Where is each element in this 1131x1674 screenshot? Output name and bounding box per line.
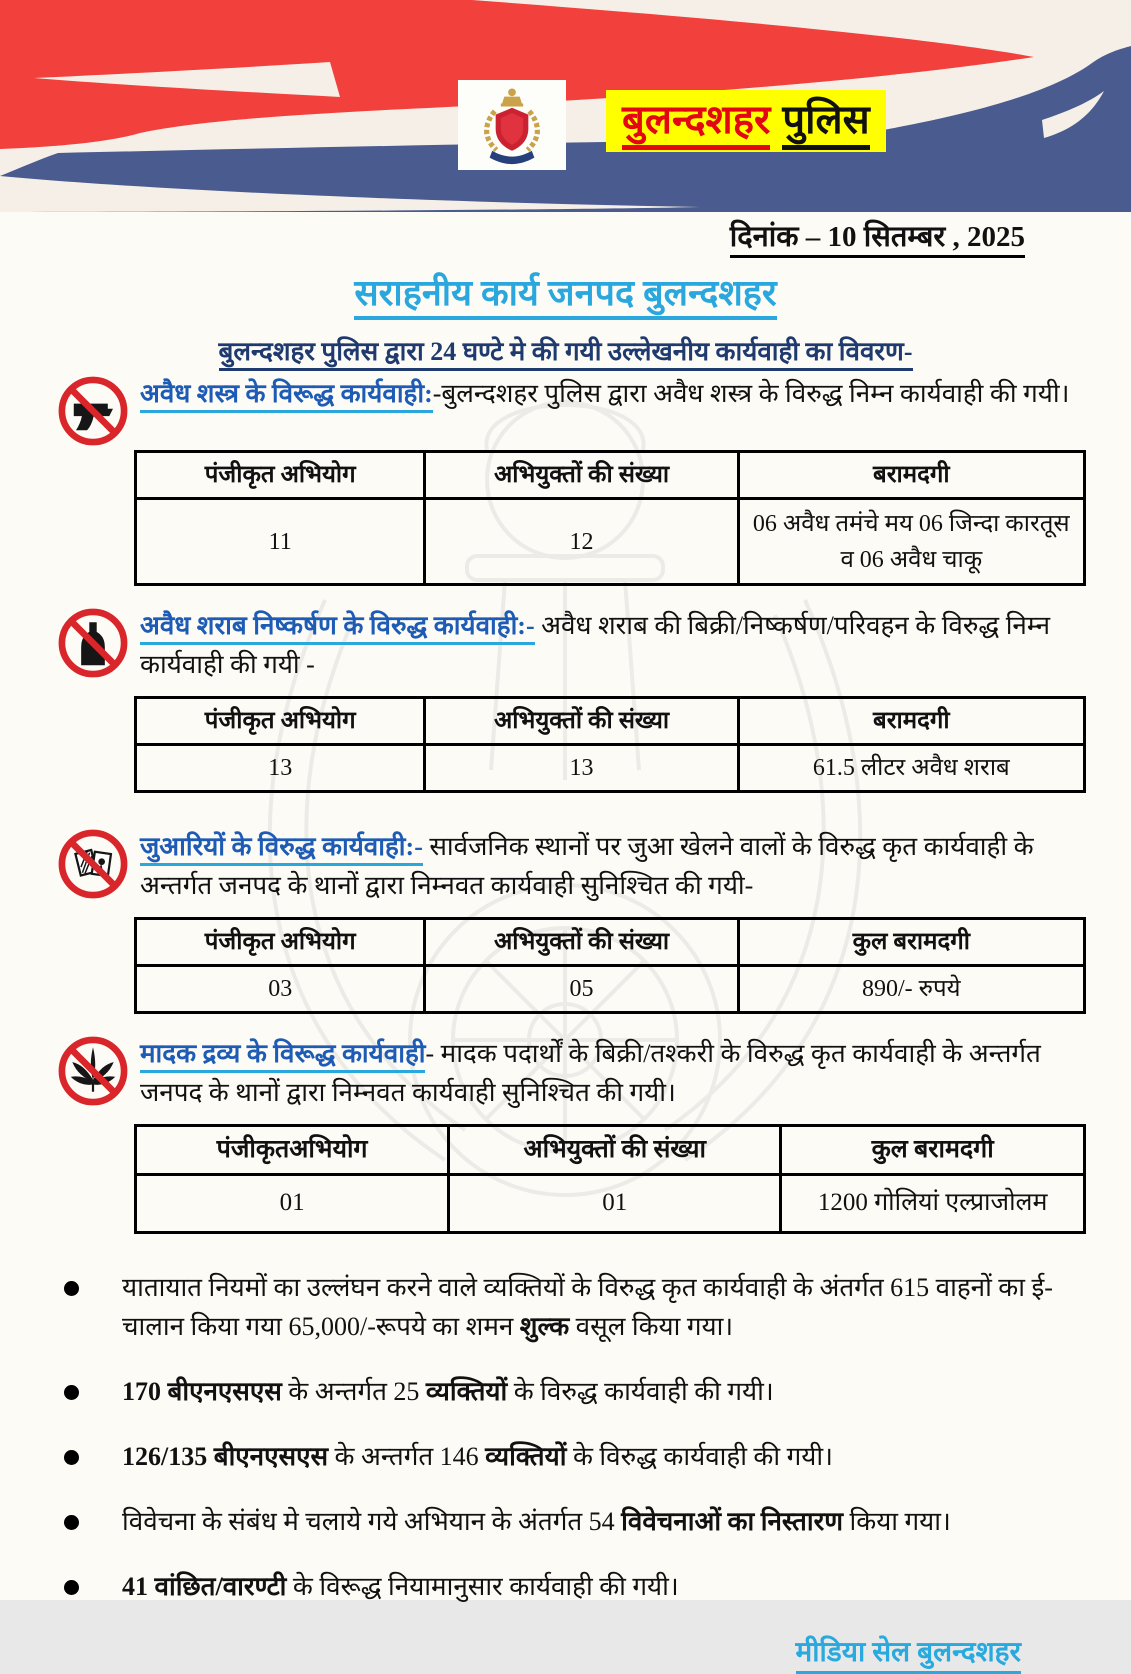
col-header: कुल बरामदगी [738, 919, 1084, 966]
bullet-text: के विरुद्ध कार्यवाही की गयी। [566, 1441, 833, 1471]
footer-signature [0, 1632, 1131, 1670]
section-text [48, 374, 1083, 413]
narcotics-table [134, 1124, 1086, 1234]
table-cell: 890/- रुपये [738, 966, 1084, 1013]
section-text [48, 1034, 1083, 1112]
table-header-row [136, 919, 1085, 966]
col-header: कुल बरामदगी [781, 1126, 1085, 1175]
section-body: सार्वजनिक स्थानों पर जुआ खेलने वालों के विरुद्ध कृत कार्यवाही के अन्तर्गत जनपद के थानों द्वारा निम्नवत कार्यवाही सुनिश्चित की गयी- [140, 832, 1034, 900]
section-text [48, 827, 1083, 905]
bullet-text: विवेचना के संबंध मे चलाये गये अभियान के अंतर्गत 54 [122, 1506, 622, 1536]
section-illegal-liquor [48, 606, 1083, 793]
bullet-text: के अन्तर्गत 25 [281, 1376, 426, 1406]
bullet-text: के अन्तर्गत 146 [328, 1441, 486, 1471]
table-cell: 1200 गोलियां एल्प्राजोलम [781, 1174, 1085, 1232]
footer-signature-text: मीडिया सेल बुलन्दशहर [796, 1637, 1022, 1674]
table-header-row [136, 1126, 1085, 1175]
bullet-traffic-echallan [48, 1268, 1083, 1346]
col-header: पंजीकृत अभियोग [136, 698, 425, 745]
bullet-text-bold: 41 वांछित/वारण्टी [122, 1571, 287, 1601]
page-subtitle [0, 332, 1131, 368]
section-heading: जुआरियों के विरुद्ध कार्यवाही:- [140, 832, 423, 866]
gambling-table [134, 917, 1086, 1014]
bullet-text-bold: 170 बीएनएसएस [122, 1376, 282, 1406]
table-cell: 03 [136, 966, 425, 1013]
page-subtitle-text: बुलन्दशहर पुलिस द्वारा 24 घण्टे मे की गयी उल्लेखनीय कार्यवाही का विवरण- [219, 337, 913, 371]
bullet-text-bold: व्यक्तियों [485, 1441, 567, 1471]
section-heading: अवैध शराब निष्कर्षण के विरुद्ध कार्यवाही:- [140, 611, 535, 645]
section-heading: मादक द्रव्य के विरूद्ध कार्यवाही [140, 1039, 425, 1073]
page-title-text: सराहनीय कार्य जनपद बुलन्दशहर [354, 273, 776, 320]
bullet-investigations [48, 1502, 1083, 1541]
bullet-text: किया गया। [843, 1506, 951, 1536]
table-cell: 13 [425, 745, 738, 792]
table-row [136, 499, 1085, 585]
col-header: पंजीकृत अभियोग [136, 919, 425, 966]
section-illegal-weapons [48, 374, 1083, 586]
col-header: अभियुक्तों की संख्या [425, 452, 738, 499]
table-cell: 06 अवैध तमंचे मय 06 जिन्दा कारतूस व 06 अवैध चाकू [738, 499, 1084, 585]
no-alcohol-icon [56, 606, 130, 680]
bullet-text-bold: 126/135 बीएनएसएस [122, 1441, 329, 1471]
org-name-highlight: बुलन्दशहर [622, 97, 770, 150]
bullet-text-bold: शुल्क [519, 1311, 570, 1341]
col-header: पंजीकृत अभियोग [136, 452, 425, 499]
table-cell: 11 [136, 499, 425, 585]
table-cell: 05 [425, 966, 738, 1013]
section-text [48, 606, 1083, 684]
bullet-text: के विरुद्ध कार्यवाही की गयी। [507, 1376, 774, 1406]
col-header: अभियुक्तों की संख्या [425, 698, 738, 745]
section-gambling [48, 827, 1083, 1014]
col-header: अभियुक्तों की संख्या [449, 1126, 781, 1175]
section-body: अवैध शराब की बिक्री/निष्कर्षण/परिवहन के विरुद्ध निम्न कार्यवाही की गयी - [140, 611, 1051, 679]
table-row [136, 1174, 1085, 1232]
bullet-text-bold: विवेचनाओं का निस्तारण [621, 1506, 844, 1536]
date-text: दिनांक – 10 सितम्बर , 2025 [730, 221, 1025, 258]
bullet-text: वसूल किया गया। [569, 1311, 734, 1341]
no-gambling-icon [56, 827, 130, 901]
no-drugs-icon [56, 1034, 130, 1108]
date-line [0, 216, 1131, 255]
table-cell: 13 [136, 745, 425, 792]
col-header: अभियुक्तों की संख्या [425, 919, 738, 966]
col-header: बरामदगी [738, 698, 1084, 745]
table-row [136, 745, 1085, 792]
org-name-rest: पुलिस [782, 97, 869, 150]
section-body: -बुलन्दशहर पुलिस द्वारा अवैध शस्त्र के विरुद्ध निम्न कार्यवाही की गयी। [432, 379, 1070, 408]
table-cell: 61.5 लीटर अवैध शराब [738, 745, 1084, 792]
table-row [136, 966, 1085, 1013]
summary-bullet-list [48, 1268, 1083, 1606]
bullet-text: के विरूद्ध नियामानुसार कार्यवाही की गयी। [286, 1571, 679, 1601]
bullet-bnss-126-135 [48, 1437, 1083, 1476]
table-cell: 01 [449, 1174, 781, 1232]
page-title [0, 267, 1131, 316]
table-cell: 12 [425, 499, 738, 585]
col-header: पंजीकृतअभियोग [136, 1126, 449, 1175]
bullet-bnss-170 [48, 1372, 1083, 1411]
table-cell: 01 [136, 1174, 449, 1232]
liquor-table [134, 696, 1086, 793]
bullet-wanted-warranty [48, 1567, 1083, 1606]
weapons-table [134, 450, 1086, 586]
table-header-row [136, 452, 1085, 499]
section-narcotics [48, 1034, 1083, 1234]
bullet-text-bold: व्यक्तियों [425, 1376, 508, 1406]
section-body: - मादक पदार्थों के बिक्री/तश्करी के विरुद्ध कृत कार्यवाही के अन्तर्गत जनपद के थानों द्वारा निम्नवत कार्यवाही सुनिश्चित की गयी। [140, 1039, 1041, 1107]
no-gun-icon [56, 374, 130, 448]
section-heading: अवैध शस्त्र के विरूद्ध कार्यवाही: [140, 379, 433, 413]
bullet-text: यातायात नियमों का उल्लंघन करने वाले व्यक्तियों के विरुद्ध कृत कार्यवाही के अंतर्गत 615 वाहनों का ई-चालान किया गया 65,000/-रूपये का शमन [122, 1272, 1053, 1341]
col-header: बरामदगी [738, 452, 1084, 499]
table-header-row [136, 698, 1085, 745]
